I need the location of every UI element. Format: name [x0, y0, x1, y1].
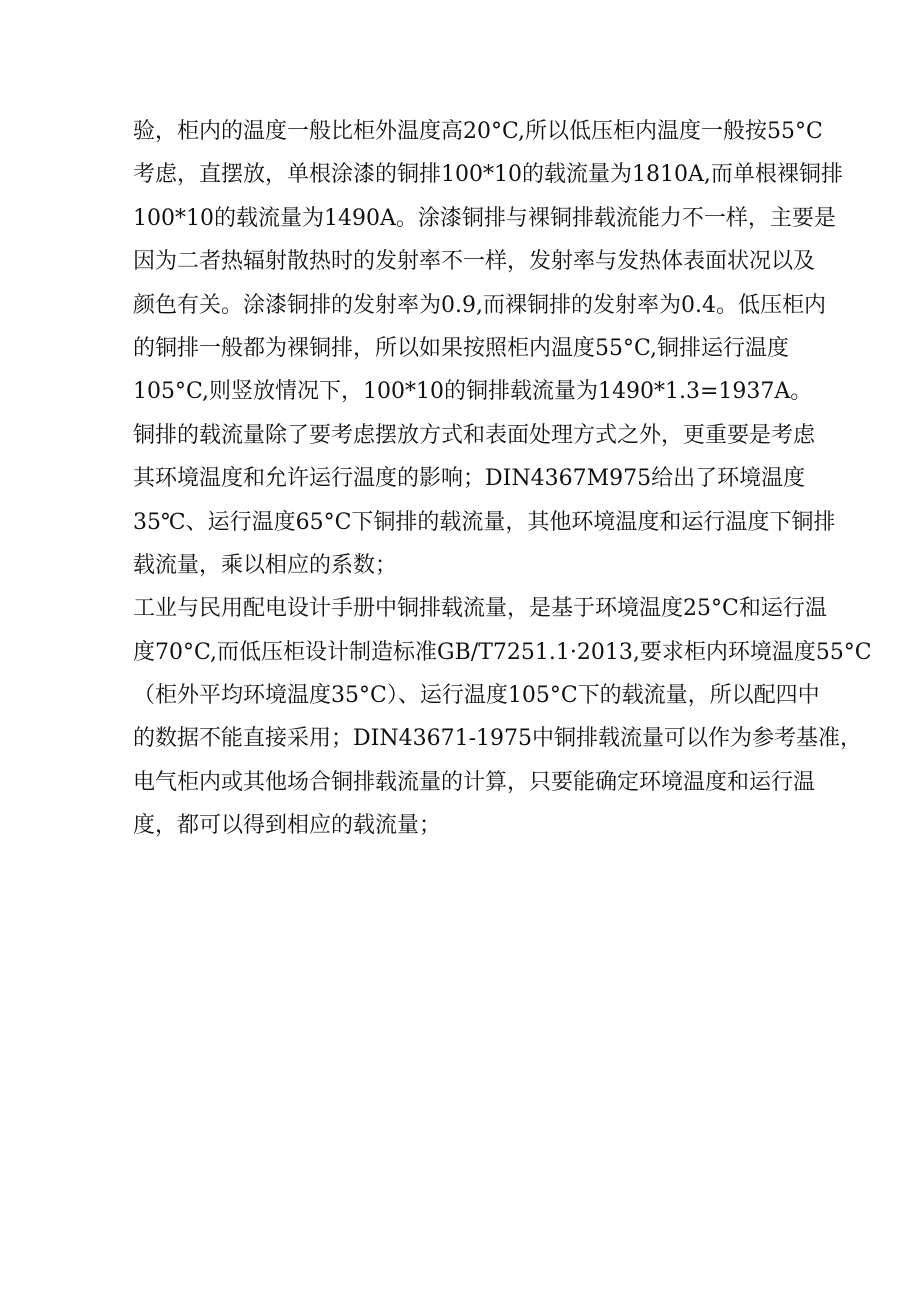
text-line: 的数据不能直接采用；DIN43671-1975中铜排载流量可以作为参考基准， — [133, 726, 862, 752]
text-line: 度，都可以得到相应的载流量； — [133, 813, 442, 839]
text-line: （柜外平均环境温度35°C）、运行温度105°C下的载流量，所以配四中 — [133, 683, 820, 709]
text-line: 考虑，直摆放，单根涂漆的铜排100*10的载流量为1810A,而单根裸铜排 — [133, 162, 843, 188]
text-line: 的铜排一般都为裸铜排，所以如果按照柜内温度55°C,铜排运行温度 — [133, 335, 790, 361]
text-line: 因为二者热辐射散热时的发射率不一样，发射率与发热体表面状况以及 — [133, 249, 816, 275]
text-line: 工业与民用配电设计手册中铜排载流量，是基于环境温度25°C和运行温 — [133, 596, 827, 622]
document-body — [133, 110, 872, 848]
text-line: 铜排的载流量除了要考虑摆放方式和表面处理方式之外，更重要是考虑 — [133, 422, 816, 448]
text-line: 其环境温度和允许运行温度的影响；DIN4367M975给出了环境温度 — [133, 466, 806, 492]
text-line: 35℃、运行温度65°C下铜排的载流量，其他环境温度和运行温度下铜排 — [133, 509, 836, 535]
text-line: 105°C,则竖放情况下，100*10的铜排载流量为1490*1.3=1937A。 — [133, 379, 813, 405]
text-line: 载流量，乘以相应的系数； — [133, 552, 398, 578]
text-line: 颜色有关。涂漆铜排的发射率为0.9,而裸铜排的发射率为0.4。低压柜内 — [133, 292, 826, 318]
text-line: 度70°C,而低压柜设计制造标准GB/T7251.1·2013,要求柜内环境温度55°C — [133, 639, 872, 665]
text-line: 100*10的载流量为1490A。涂漆铜排与裸铜排载流能力不一样，主要是 — [133, 205, 836, 231]
text-line: 验，柜内的温度一般比柜外温度高20°C,所以低压柜内温度一般按55°C — [133, 119, 823, 144]
text-line: 电气柜内或其他场合铜排载流量的计算，只要能确定环境温度和运行温 — [133, 769, 816, 795]
